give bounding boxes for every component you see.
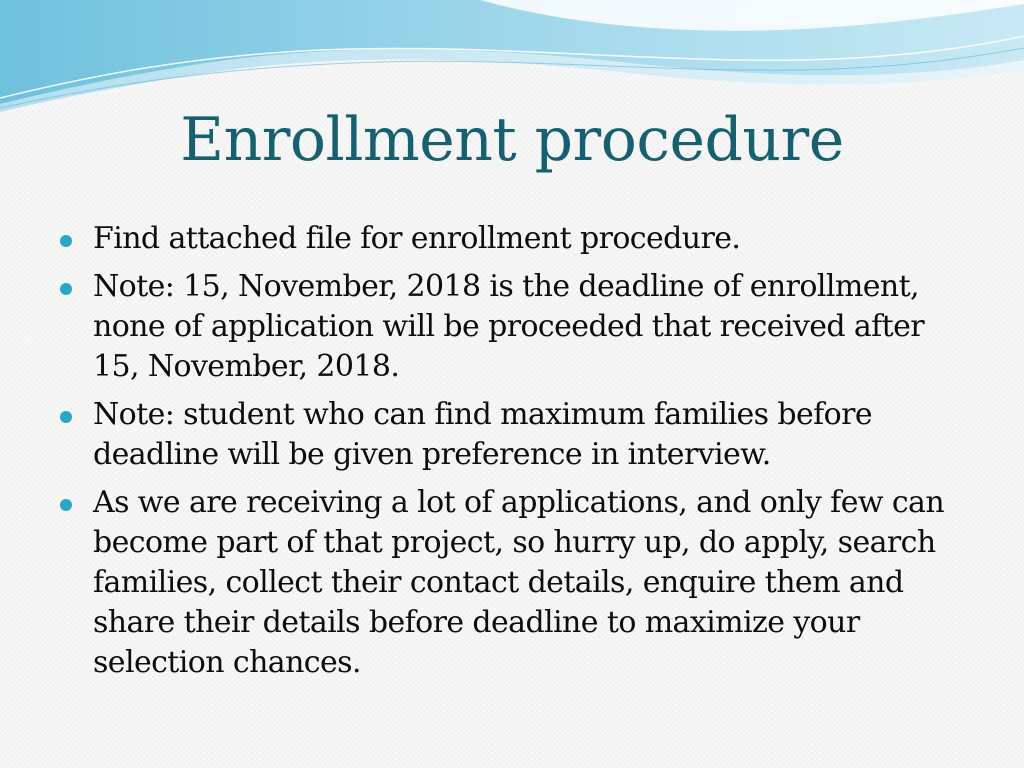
bullet-text: As we are receiving a lot of applications, and only few can become part of that project, so hurry up, do apply, search families, collect their contact details, enquire them and share their details before deadline to maximize your selection chances. [93,485,945,680]
bullet-dot-icon [60,411,72,423]
bullet-dot-icon [60,235,72,247]
bullet-list [56,219,976,691]
bullet-dot-icon [60,499,72,511]
bullet-item [56,395,976,475]
bullet-dot-icon [60,283,72,295]
bullet-text: Note: 15, November, 2018 is the deadline of enrollment, none of application will be proceeded that received after 15, November, 2018. [93,269,925,384]
slide-title: Enrollment procedure [180,105,844,175]
bullet-text: Find attached file for enrollment procedure. [93,221,741,256]
bullet-text: Note: student who can find maximum families before deadline will be given preference in interview. [93,397,873,472]
bullet-item [56,219,976,259]
bullet-item [56,483,976,683]
bullet-item [56,267,976,387]
